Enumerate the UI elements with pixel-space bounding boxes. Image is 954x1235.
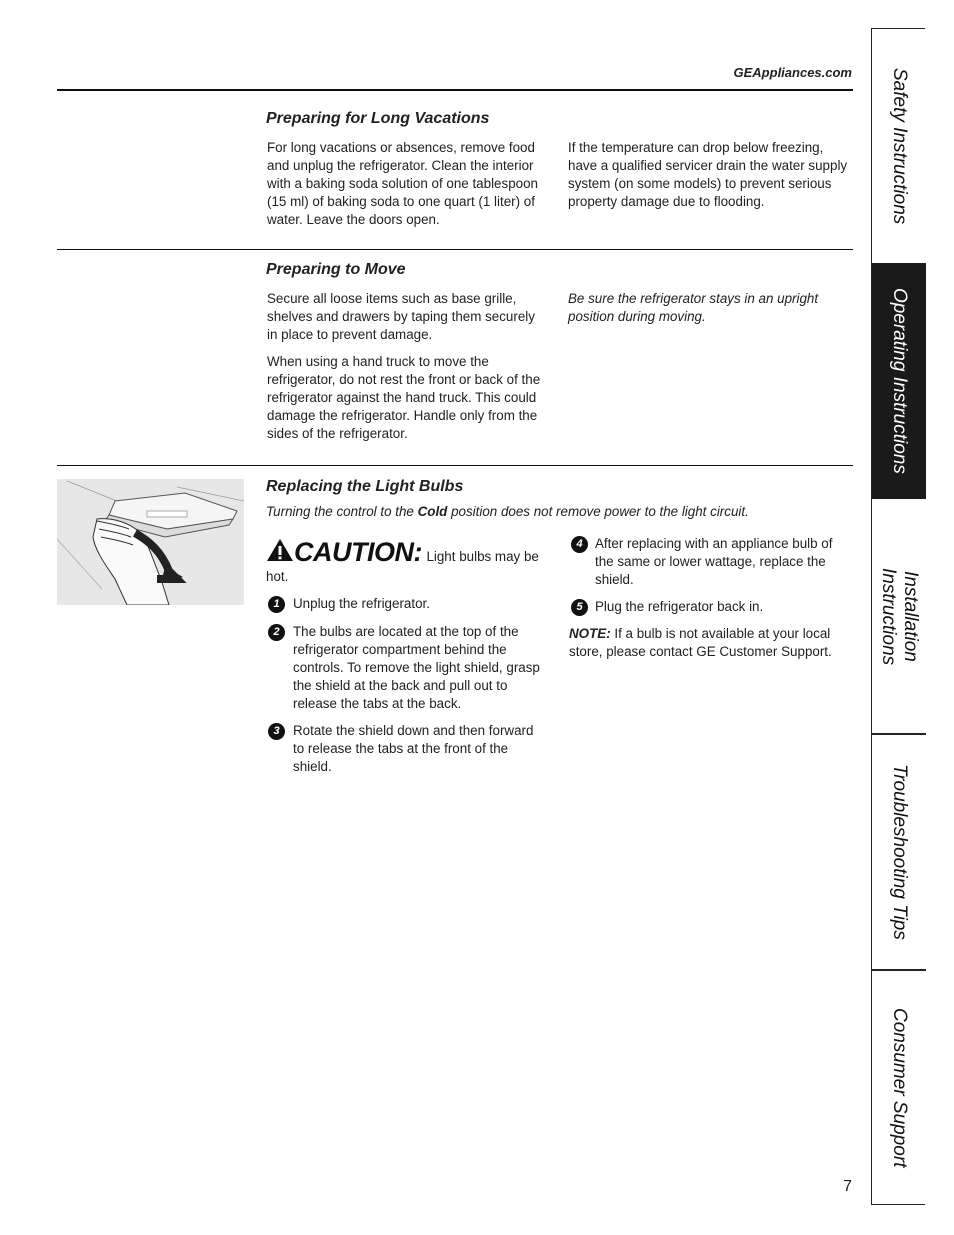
tab-label: Installation Instructions xyxy=(878,567,921,666)
move-right-text: Be sure the refrigerator stays in an upright position during moving. xyxy=(568,291,819,324)
note-label: NOTE: xyxy=(569,626,611,641)
tab-label: Operating Instructions xyxy=(889,288,910,474)
divider-bulbs xyxy=(57,465,853,466)
header-rule xyxy=(57,89,853,91)
light-shield-illustration xyxy=(57,479,244,605)
step-number: 1 xyxy=(268,596,285,613)
site-url: GEAppliances.com xyxy=(733,65,852,80)
step-number: 5 xyxy=(571,599,588,616)
tab-label: Consumer Support xyxy=(889,1007,910,1168)
step-text: Unplug the refrigerator. xyxy=(293,596,430,611)
hand-removing-shield-icon xyxy=(57,479,244,605)
subtitle-part-a: Turning the control to the xyxy=(266,504,418,519)
subtitle-part-b: position does not remove power to the light circuit. xyxy=(447,504,749,519)
tab-label: Safety Instructions xyxy=(889,67,910,225)
bulbs-subtitle xyxy=(266,503,826,521)
step-number: 2 xyxy=(268,624,285,641)
tab-operating-instructions[interactable] xyxy=(872,263,926,499)
section-title-bulbs: Replacing the Light Bulbs xyxy=(266,478,464,495)
note-text: If a bulb is not available at your local store, please contact GE Customer Support. xyxy=(569,626,832,659)
caution-text: Light bulbs may be hot. xyxy=(266,549,539,584)
move-left-text-1: Secure all loose items such as base grille, shelves and drawers by taping them securely in place to prevent damage. xyxy=(267,291,535,342)
tab-troubleshooting-tips[interactable] xyxy=(872,735,926,969)
step-number: 3 xyxy=(268,723,285,740)
step-text: Plug the refrigerator back in. xyxy=(595,599,764,614)
caution-label: CAUTION: xyxy=(294,537,422,567)
section-title-move: Preparing to Move xyxy=(266,261,406,278)
tab-label: Troubleshooting Tips xyxy=(889,764,910,940)
bulbs-note xyxy=(569,625,851,661)
section-title-vacations: Preparing for Long Vacations xyxy=(266,110,490,127)
step-number: 4 xyxy=(571,536,588,553)
divider-move xyxy=(57,249,853,250)
caution-notice xyxy=(266,537,546,586)
tab-safety-instructions[interactable] xyxy=(872,29,926,263)
vacations-left-text: For long vacations or absences, remove food and unplug the refrigerator. Clean the interior with a baking soda solution of one tablespoon (15 ml) of baking soda to one quart (1 liter) of water. Leave the doors open. xyxy=(267,140,538,227)
vacations-right-text: If the temperature can drop below freezing, have a qualified servicer drain the water supply system (on some models) to prevent serious property damage due to flooding. xyxy=(568,140,848,209)
subtitle-bold: Cold xyxy=(417,504,448,519)
tab-installation-instructions[interactable] xyxy=(872,499,926,734)
step-text: Rotate the shield down and then forward to release the tabs at the front of the shield. xyxy=(293,723,534,774)
tab-consumer-support[interactable] xyxy=(872,971,926,1204)
step-text: The bulbs are located at the top of the refrigerator compartment behind the controls. To remove the light shield, grasp the shield at the back and pull out to release the tabs at the back. xyxy=(293,624,540,711)
step-text: After replacing with an appliance bulb of the same or lower wattage, replace the shield. xyxy=(595,536,833,587)
warning-triangle-icon xyxy=(266,538,294,562)
move-left-text-2: When using a hand truck to move the refrigerator, do not rest the front or back of the refrigerator against the hand truck. This could damage the refrigerator. Handle only from the sides of the refrigerator. xyxy=(267,354,541,441)
page-number: 7 xyxy=(843,1178,852,1195)
section-tabs xyxy=(871,28,925,1205)
